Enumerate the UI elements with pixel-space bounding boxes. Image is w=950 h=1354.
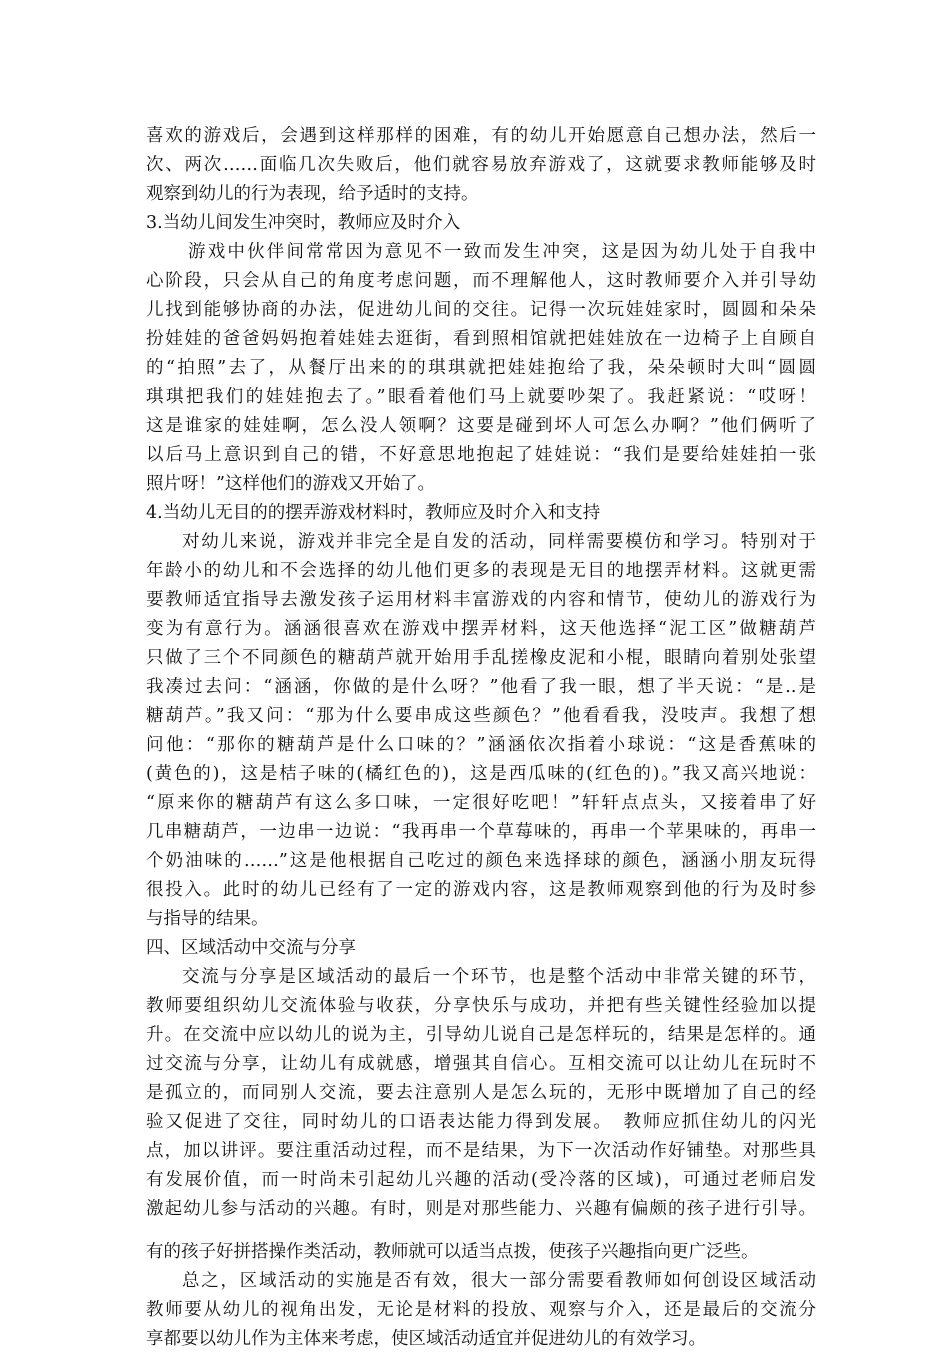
text-line: 教师要从幼儿的视角出发，无论是材料的投放、观察与介入，还是最后的交流分: [146, 1300, 816, 1320]
text-line: 我凑过去问：“涵涵，你做的是什么呀？”他看了我一眼，想了半天说：“是..是: [146, 677, 816, 697]
text-line: 享都要以幼儿作为主体来考虑，使区域活动适宜并促进幼儿的有效学习。: [146, 1329, 706, 1349]
text-line: 扮娃娃的爸爸妈妈抱着娃娃去逛街，看到照相馆就把娃娃放在一边椅子上自顾自: [146, 329, 816, 349]
paragraph-first-line: 对幼儿来说，游戏并非完全是自发的活动，同样需要模仿和学习。特别对于: [182, 532, 816, 552]
text-line: (黄色的)，这是桔子味的(橘红色的)，这是西瓜味的(红色的)。”我又高兴地说：: [146, 764, 816, 784]
paragraph-first-line: 游戏中伙伴间常常因为意见不一致而发生冲突，这是因为幼儿处于自我中: [188, 242, 816, 262]
text-line: 个奶油味的……”这是他根据自己吃过的颜色来选择球的颜色，涵涵小朋友玩得: [146, 851, 816, 871]
text-line: 糖葫芦。”我又问：“那为什么要串成这些颜色？”他看看我，没吱声。我想了想: [146, 706, 816, 726]
text-line: 这是谁家的娃娃啊，怎么没人领啊？这要是碰到坏人可怎么办啊？”他们俩听了: [146, 416, 816, 436]
paragraph-gap: [146, 1224, 816, 1238]
section-heading: 四、区域活动中交流与分享: [146, 938, 356, 958]
text-line: 照片呀！”这样他们的游戏又开始了。: [146, 474, 435, 494]
text-line: 几串糖葫芦，一边串一边说：“我再串一个草莓味的，再串一个苹果味的，再串一: [146, 822, 816, 842]
text-line: 验又促进了交往，同时幼儿的口语表达能力得到发展。 教师应抓住幼儿的闪光: [146, 1112, 816, 1132]
text-line: 是孤立的，而同别人交流，要去注意别人是怎么玩的，无形中既增加了自己的经: [146, 1083, 816, 1103]
text-line: 过交流与分享，让幼儿有成就感，增强其自信心。互相交流可以让幼儿在玩时不: [146, 1054, 816, 1074]
text-line: 教师要组织幼儿交流体验与收获，分享快乐与成功，并把有些关键性经验加以提: [146, 996, 816, 1016]
text-line: 次、两次……面临几次失败后，他们就容易放弃游戏了，这就要求教师能够及时: [146, 155, 816, 175]
text-line: 要教师适宜指导去激发孩子运用材料丰富游戏的内容和情节，使幼儿的游戏行为: [146, 590, 816, 610]
text-line: 激起幼儿参与活动的兴趣。有时，则是对那些能力、兴趣有偏颇的孩子进行引导。: [146, 1199, 816, 1219]
text-line: 与指导的结果。: [146, 909, 269, 929]
text-line: 的“拍照”去了，从餐厅出来的的琪琪就把娃娃抱给了我，朵朵顿时大叫“圆圆: [146, 358, 816, 378]
section-heading: 3.当幼儿间发生冲突时，教师应及时介入: [146, 213, 461, 233]
text-line: 琪琪把我们的娃娃抱去了。”眼看着他们马上就要吵架了。我赶紧说：“哎呀！: [146, 387, 816, 407]
text-line: “原来你的糖葫芦有这么多口味，一定很好吃吧！”轩轩点点头，又接着串了好: [146, 793, 816, 813]
text-line: 点，加以讲评。要注重活动过程，而不是结果，为下一次活动作好铺垫。对那些具: [146, 1141, 816, 1161]
text-line: 观察到幼儿的行为表现，给予适时的支持。: [146, 184, 479, 204]
text-line: 心阶段，只会从自己的角度考虑问题，而不理解他人，这时教师要介入并引导幼: [146, 271, 816, 291]
text-line: 有发展价值，而一时尚未引起幼儿兴趣的活动(受冷落的区域)，可通过老师启发: [146, 1170, 816, 1190]
paragraph-first-line: 总之，区域活动的实施是否有效，很大一部分需要看教师如何创设区域活动: [182, 1271, 816, 1291]
text-line: 以后马上意识到自己的错，不好意思地抱起了娃娃说：“我们是要给娃娃拍一张: [146, 445, 816, 465]
paragraph-first-line: 交流与分享是区域活动的最后一个环节，也是整个活动中非常关键的环节，: [182, 967, 816, 987]
document-page: [146, 122, 816, 1354]
text-line: 变为有意行为。涵涵很喜欢在游戏中摆弄材料，这天他选择“泥工区”做糖葫芦: [146, 619, 816, 639]
section-heading: 4.当幼儿无目的的摆弄游戏材料时，教师应及时介入和支持: [146, 503, 601, 523]
text-line: 问他：“那你的糖葫芦是什么口味的？”涵涵依次指着小球说：“这是香蕉味的: [146, 735, 816, 755]
text-line: 升。在交流中应以幼儿的说为主，引导幼儿说自己是怎样玩的，结果是怎样的。通: [146, 1025, 816, 1045]
text-line: 年龄小的幼儿和不会选择的幼儿他们更多的表现是无目的地摆弄材料。这就更需: [146, 561, 816, 581]
text-line: 有的孩子好拼搭操作类活动，教师就可以适当点拨，使孩子兴趣指向更广泛些。: [146, 1242, 759, 1262]
document-body: [146, 122, 816, 1354]
text-line: 很投入。此时的幼儿已经有了一定的游戏内容，这是教师观察到他的行为及时参: [146, 880, 816, 900]
text-line: 喜欢的游戏后，会遇到这样那样的困难，有的幼儿开始愿意自己想办法，然后一: [146, 126, 816, 146]
text-line: 儿找到能够协商的办法，促进幼儿间的交往。记得一次玩娃娃家时，圆圆和朵朵: [146, 300, 816, 320]
text-line: 只做了三个不同颜色的糖葫芦就开始用手乱搓橡皮泥和小棍，眼睛向着别处张望: [146, 648, 816, 668]
